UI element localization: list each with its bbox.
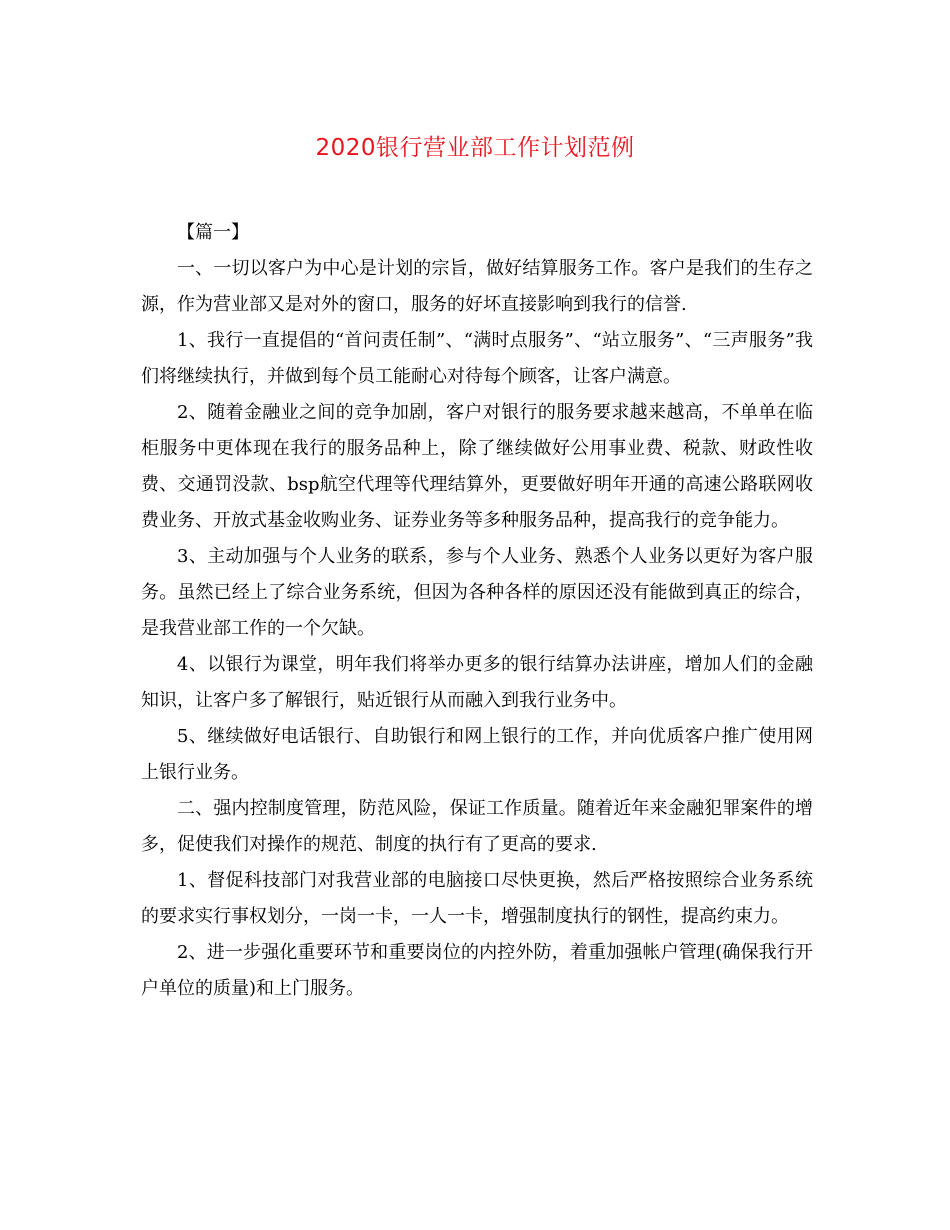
section-heading: 【篇一】	[177, 222, 249, 243]
paragraph: 一、一切以客户为中心是计划的宗旨，做好结算服务工作。客户是我们的生存之源，作为营业部又是对外的窗口，服务的好坏直接影响到我行的信誉.	[141, 258, 813, 315]
paragraph: 4、以银行为课堂，明年我们将举办更多的银行结算办法讲座，增加人们的金融知识，让客户多了解银行，贴近银行从而融入到我行业务中。	[141, 654, 813, 711]
paragraph: 二、强内控制度管理，防范风险，保证工作质量。随着近年来金融犯罪案件的增多，促使我们对操作的规范、制度的执行有了更高的要求.	[141, 798, 813, 855]
document-body	[141, 215, 813, 1007]
paragraph: 2、随着金融业之间的竞争加剧，客户对银行的服务要求越来越高，不单单在临柜服务中更体现在我行的服务品种上，除了继续做好公用事业费、税款、财政性收费、交通罚没款、bsp航空代理等代理结算外，更要做好明年开通的高速公路联网收费业务、开放式基金收购业务、证券业务等多种服务品种，提高我行的竞争能力。	[141, 402, 813, 531]
paragraph: 1、我行一直提倡的“首问责任制”、“满时点服务”、“站立服务”、“三声服务”我们将继续执行，并做到每个员工能耐心对待每个顾客，让客户满意。	[141, 330, 813, 387]
paragraph: 1、督促科技部门对我营业部的电脑接口尽快更换，然后严格按照综合业务系统的要求实行事权划分，一岗一卡，一人一卡，增强制度执行的钢性，提高约束力。	[141, 870, 813, 927]
paragraph: 5、继续做好电话银行、自助银行和网上银行的工作，并向优质客户推广使用网上银行业务。	[141, 726, 813, 783]
paragraph: 3、主动加强与个人业务的联系，参与个人业务、熟悉个人业务以更好为客户服务。虽然已经上了综合业务系统，但因为各种各样的原因还没有能做到真正的综合，是我营业部工作的一个欠缺。	[141, 546, 813, 639]
document-title: 2020银行营业部工作计划范例	[315, 135, 635, 161]
paragraph: 2、进一步强化重要环节和重要岗位的内控外防，着重加强帐户管理(确保我行开户单位的质量)和上门服务。	[141, 942, 813, 999]
